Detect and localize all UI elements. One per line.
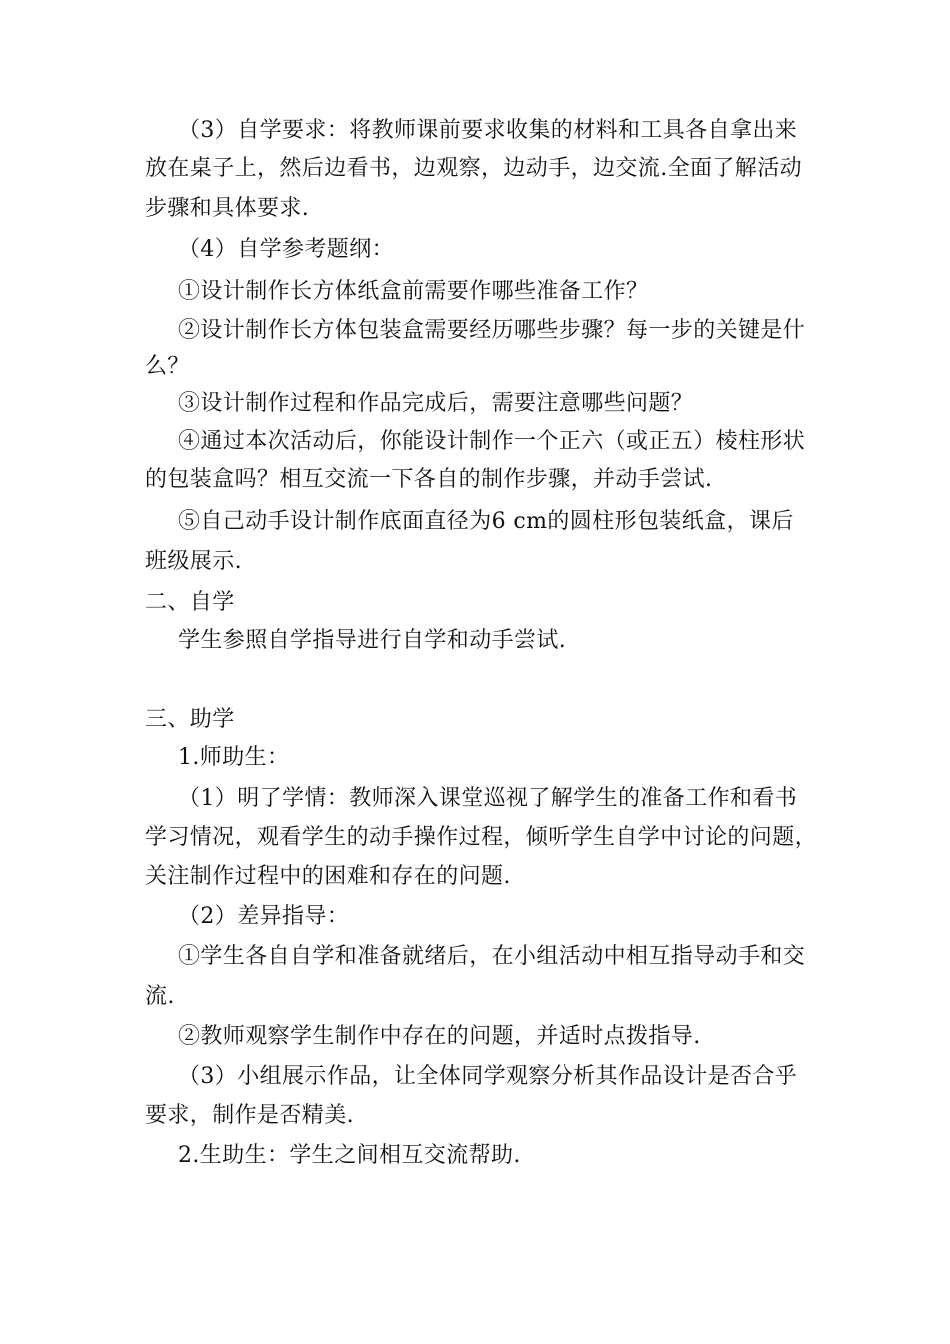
paragraph-line: 么？ xyxy=(145,354,190,379)
paragraph-line: ⑤自己动手设计制作底面直径为6 cm的圆柱形包装纸盒，课后 xyxy=(178,509,794,534)
paragraph-line: （1）明了学情：教师深入课堂巡视了解学生的准备工作和看书 xyxy=(178,786,798,811)
paragraph-line: 学习情况，观看学生的动手操作过程，倾听学生自学中讨论的问题， xyxy=(145,825,818,850)
section-heading: 二、自学 xyxy=(145,590,235,615)
section-heading: 三、助学 xyxy=(145,707,235,732)
paragraph-line: 学生参照自学指导进行自学和动手尝试. xyxy=(178,628,567,653)
paragraph-line: 2.生助生：学生之间相互交流帮助. xyxy=(178,1143,521,1168)
paragraph-line: ①设计制作长方体纸盒前需要作哪些准备工作？ xyxy=(178,279,649,304)
paragraph-line: （4）自学参考题纲： xyxy=(178,237,394,262)
paragraph-line: ③设计制作过程和作品完成后，需要注意哪些问题？ xyxy=(178,391,694,416)
paragraph-line: （3）自学要求：将教师课前要求收集的材料和工具各自拿出来 xyxy=(178,118,798,143)
paragraph-line: 的包装盒吗？相互交流一下各自的制作步骤，并动手尝试. xyxy=(145,467,713,492)
paragraph-line: 关注制作过程中的困难和存在的问题. xyxy=(145,864,511,889)
paragraph-line: 要求，制作是否精美. xyxy=(145,1103,354,1128)
paragraph-line: 放在桌子上，然后边看书，边观察，边动手，边交流.全面了解活动 xyxy=(145,156,802,181)
paragraph-line: （3）小组展示作品，让全体同学观察分析其作品设计是否合乎 xyxy=(178,1064,798,1089)
paragraph-line: （2）差异指导： xyxy=(178,904,350,929)
paragraph-line: 流. xyxy=(145,984,175,1009)
paragraph-line: ④通过本次活动后，你能设计制作一个正六（或正五）棱柱形状 xyxy=(178,429,806,454)
paragraph-line: ②教师观察学生制作中存在的问题，并适时点拨指导. xyxy=(178,1024,701,1049)
paragraph-line: ①学生各自自学和准备就绪后，在小组活动中相互指导动手和交 xyxy=(178,944,806,969)
paragraph-line: 班级展示. xyxy=(145,549,242,574)
paragraph-line: ②设计制作长方体包装盒需要经历哪些步骤？每一步的关键是什 xyxy=(178,318,806,343)
paragraph-line: 步骤和具体要求. xyxy=(145,196,310,221)
paragraph-line: 1.师助生： xyxy=(178,745,290,770)
